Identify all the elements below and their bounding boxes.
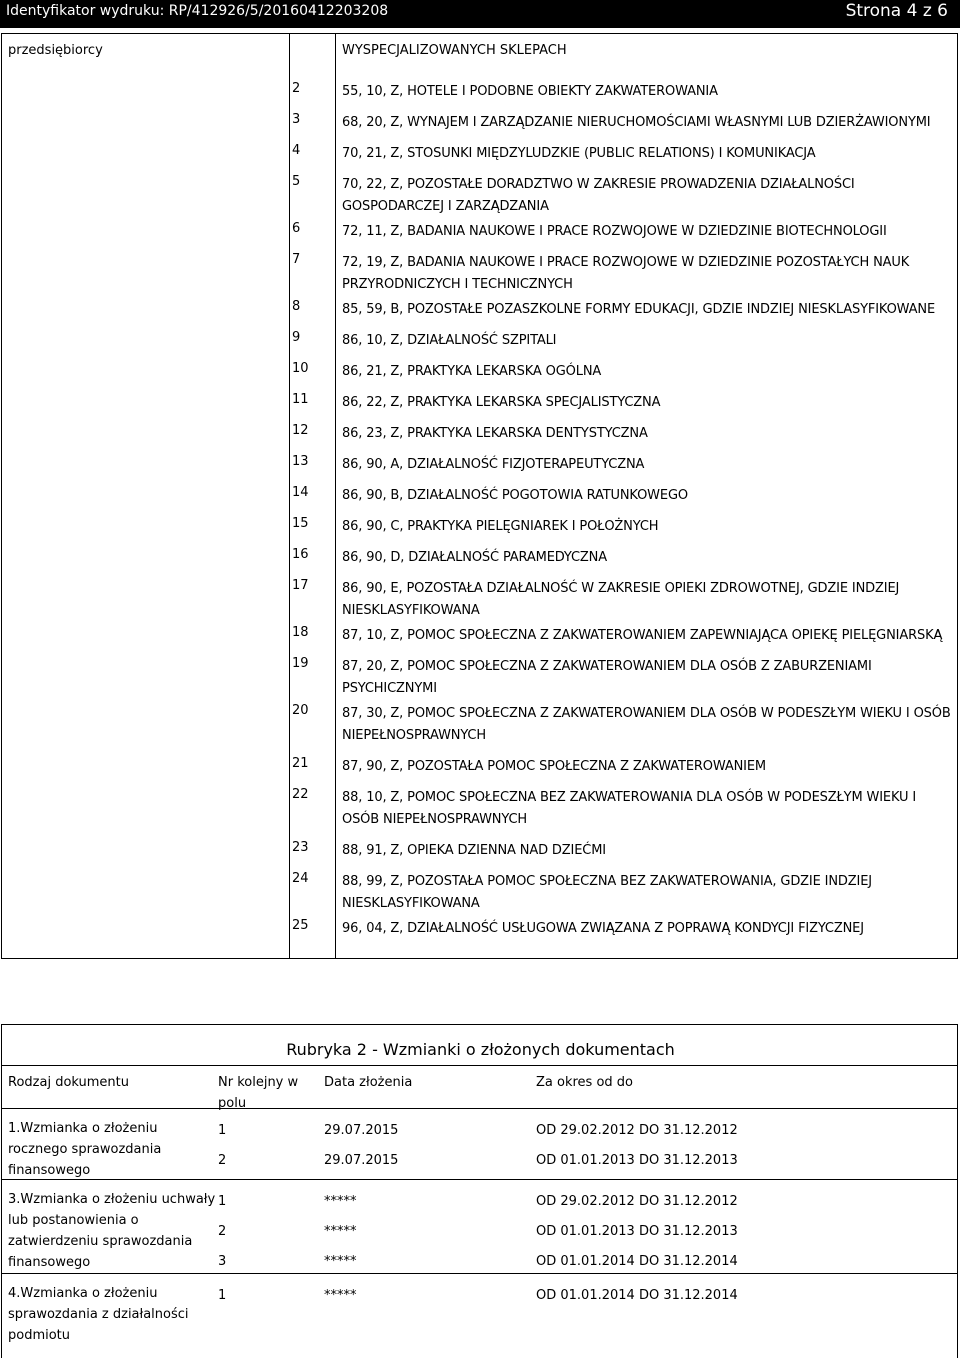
document-type: 1.Wzmianka o złożeniu rocznego sprawozdania finansowego	[8, 1121, 162, 1178]
column-divider	[335, 34, 336, 958]
row-number: 8	[292, 299, 301, 314]
row-number: 21	[292, 756, 309, 771]
activity-description: 86, 23, Z, PRAKTYKA LEKARSKA DENTYSTYCZNA	[342, 426, 648, 441]
activity-description: 86, 22, Z, PRAKTYKA LEKARSKA SPECJALISTYCZNA	[342, 395, 661, 410]
activity-table	[1, 33, 958, 959]
activity-description: 87, 90, Z, POZOSTAŁA POMOC SPOŁECZNA Z ZAKWATEROWANIEM	[342, 759, 766, 774]
entry-date: *****	[324, 1224, 357, 1239]
row-number: 18	[292, 625, 309, 640]
group-divider	[2, 1108, 957, 1109]
activity-description: 96, 04, Z, DZIAŁALNOŚĆ USŁUGOWA ZWIĄZANA Z POPRAWĄ KONDYCJI FIZYCZNEJ	[342, 921, 864, 936]
title-divider	[2, 1065, 957, 1066]
activity-description: 70, 22, Z, POZOSTAŁE DORADZTWO W ZAKRESIE PROWADZENIA DZIAŁALNOŚCI GOSPODARCZEJ I ZARZĄDZANIA	[342, 177, 855, 214]
activity-description: 88, 10, Z, POMOC SPOŁECZNA BEZ ZAKWATEROWANIA DLA OSÓB W PODESZŁYM WIEKU I OSÓB NIEPEŁNOSPRAWNYCH	[342, 790, 917, 827]
row-number: 15	[292, 516, 309, 531]
entry-number: 3	[218, 1254, 227, 1269]
activity-description: 86, 90, D, DZIAŁALNOŚĆ PARAMEDYCZNA	[342, 550, 608, 565]
entry-number: 1	[218, 1288, 227, 1303]
row-number: 20	[292, 703, 309, 718]
entry-period: OD 01.01.2013 DO 31.12.2013	[536, 1153, 738, 1168]
row-number: 25	[292, 918, 309, 933]
row-number: 10	[292, 361, 309, 376]
document-type: 4.Wzmianka o złożeniu sprawozdania z działalności podmiotu	[8, 1286, 189, 1343]
page-number: Strona 4 z 6	[845, 1, 948, 21]
row-number: 23	[292, 840, 309, 855]
column-divider	[289, 34, 290, 958]
row-number: 7	[292, 252, 301, 267]
row-number: 6	[292, 221, 301, 236]
activity-description: 72, 19, Z, BADANIA NAUKOWE I PRACE ROZWOJOWE W DZIEDZINIE POZOSTAŁYCH NAUK PRZYRODNICZYCH I TECHNICZNYCH	[342, 255, 910, 292]
activity-description: 86, 90, E, POZOSTAŁA DZIAŁALNOŚĆ W ZAKRESIE OPIEKI ZDROWOTNEJ, GDZIE INDZIEJ NIESKLASYFIKOWANA	[342, 581, 900, 618]
row-number: 17	[292, 578, 309, 593]
entry-date: *****	[324, 1194, 357, 1209]
activity-description: 88, 99, Z, POZOSTAŁA POMOC SPOŁECZNA BEZ ZAKWATEROWANIA, GDZIE INDZIEJ NIESKLASYFIKOWANA	[342, 874, 872, 911]
activity-description: 88, 91, Z, OPIEKA DZIENNA NAD DZIEĆMI	[342, 843, 606, 858]
row-number: 11	[292, 392, 309, 407]
row-number: 14	[292, 485, 309, 500]
entry-date: *****	[324, 1288, 357, 1303]
entry-period: OD 01.01.2013 DO 31.12.2013	[536, 1224, 738, 1239]
row-number: 22	[292, 787, 309, 802]
entry-number: 1	[218, 1194, 227, 1209]
document-type: 3.Wzmianka o złożeniu uchwały lub postanowienia o zatwierdzeniu sprawozdania finansowego	[8, 1192, 216, 1270]
row-number: 19	[292, 656, 309, 671]
row-number: 5	[292, 174, 301, 189]
entry-number: 2	[218, 1153, 227, 1168]
row-number: 3	[292, 112, 301, 127]
entry-period: OD 29.02.2012 DO 31.12.2012	[536, 1123, 738, 1138]
row-number: 9	[292, 330, 301, 345]
activity-description: 87, 20, Z, POMOC SPOŁECZNA Z ZAKWATEROWANIEM DLA OSÓB Z ZABURZENIAMI PSYCHICZNYMI	[342, 659, 872, 696]
column-header-period: Za okres od do	[536, 1075, 633, 1090]
activity-description: 70, 21, Z, STOSUNKI MIĘDZYLUDZKIE (PUBLIC RELATIONS) I KOMUNIKACJA	[342, 146, 816, 161]
activity-description: 85, 59, B, POZOSTAŁE POZASZKOLNE FORMY EDUKACJI, GDZIE INDZIEJ NIESKLASYFIKOWANE	[342, 302, 936, 317]
documents-section	[1, 1024, 958, 1358]
entry-number: 1	[218, 1123, 227, 1138]
entry-date: 29.07.2015	[324, 1123, 399, 1138]
print-identifier: Identyfikator wydruku: RP/412926/5/20160412203208	[6, 3, 389, 19]
section-title: Rubryka 2 - Wzmianki o złożonych dokumentach	[286, 1040, 675, 1059]
row-number: 12	[292, 423, 309, 438]
entry-period: OD 29.02.2012 DO 31.12.2012	[536, 1194, 738, 1209]
row-number: 24	[292, 871, 309, 886]
activity-description: 86, 90, B, DZIAŁALNOŚĆ POGOTOWIA RATUNKOWEGO	[342, 488, 688, 503]
category-label: przedsiębiorcy	[8, 43, 103, 58]
row-number: 2	[292, 81, 301, 96]
activity-description: 87, 10, Z, POMOC SPOŁECZNA Z ZAKWATEROWANIEM ZAPEWNIAJĄCA OPIEKĘ PIELĘGNIARSKĄ	[342, 628, 943, 643]
activity-description: 86, 90, A, DZIAŁALNOŚĆ FIZJOTERAPEUTYCZNA	[342, 457, 645, 472]
column-header-number: Nr kolejny w polu	[218, 1075, 299, 1111]
row-number: 4	[292, 143, 301, 158]
print-header-bar	[0, 0, 960, 28]
group-divider	[2, 1273, 957, 1274]
entry-date: *****	[324, 1254, 357, 1269]
row-number: 16	[292, 547, 309, 562]
entry-period: OD 01.01.2014 DO 31.12.2014	[536, 1288, 738, 1303]
activity-description: 72, 11, Z, BADANIA NAUKOWE I PRACE ROZWOJOWE W DZIEDZINIE BIOTECHNOLOGII	[342, 224, 887, 239]
continued-line: WYSPECJALIZOWANYCH SKLEPACH	[342, 43, 567, 58]
entry-date: 29.07.2015	[324, 1153, 399, 1168]
activity-description: 68, 20, Z, WYNAJEM I ZARZĄDZANIE NIERUCHOMOŚCIAMI WŁASNYMI LUB DZIERŻAWIONYMI	[342, 115, 931, 130]
group-divider	[2, 1179, 957, 1180]
entry-number: 2	[218, 1224, 227, 1239]
activity-description: 86, 90, C, PRAKTYKA PIELĘGNIAREK I POŁOŻNYCH	[342, 519, 659, 534]
activity-description: 87, 30, Z, POMOC SPOŁECZNA Z ZAKWATEROWANIEM DLA OSÓB W PODESZŁYM WIEKU I OSÓB NIEPEŁNOSPRAWNYCH	[342, 706, 951, 743]
activity-description: 86, 21, Z, PRAKTYKA LEKARSKA OGÓLNA	[342, 364, 602, 379]
activity-description: 55, 10, Z, HOTELE I PODOBNE OBIEKTY ZAKWATEROWANIA	[342, 84, 718, 99]
row-number: 13	[292, 454, 309, 469]
entry-period: OD 01.01.2014 DO 31.12.2014	[536, 1254, 738, 1269]
activity-description: 86, 10, Z, DZIAŁALNOŚĆ SZPITALI	[342, 333, 557, 348]
column-header-type: Rodzaj dokumentu	[8, 1075, 129, 1090]
column-header-date: Data złożenia	[324, 1075, 413, 1090]
